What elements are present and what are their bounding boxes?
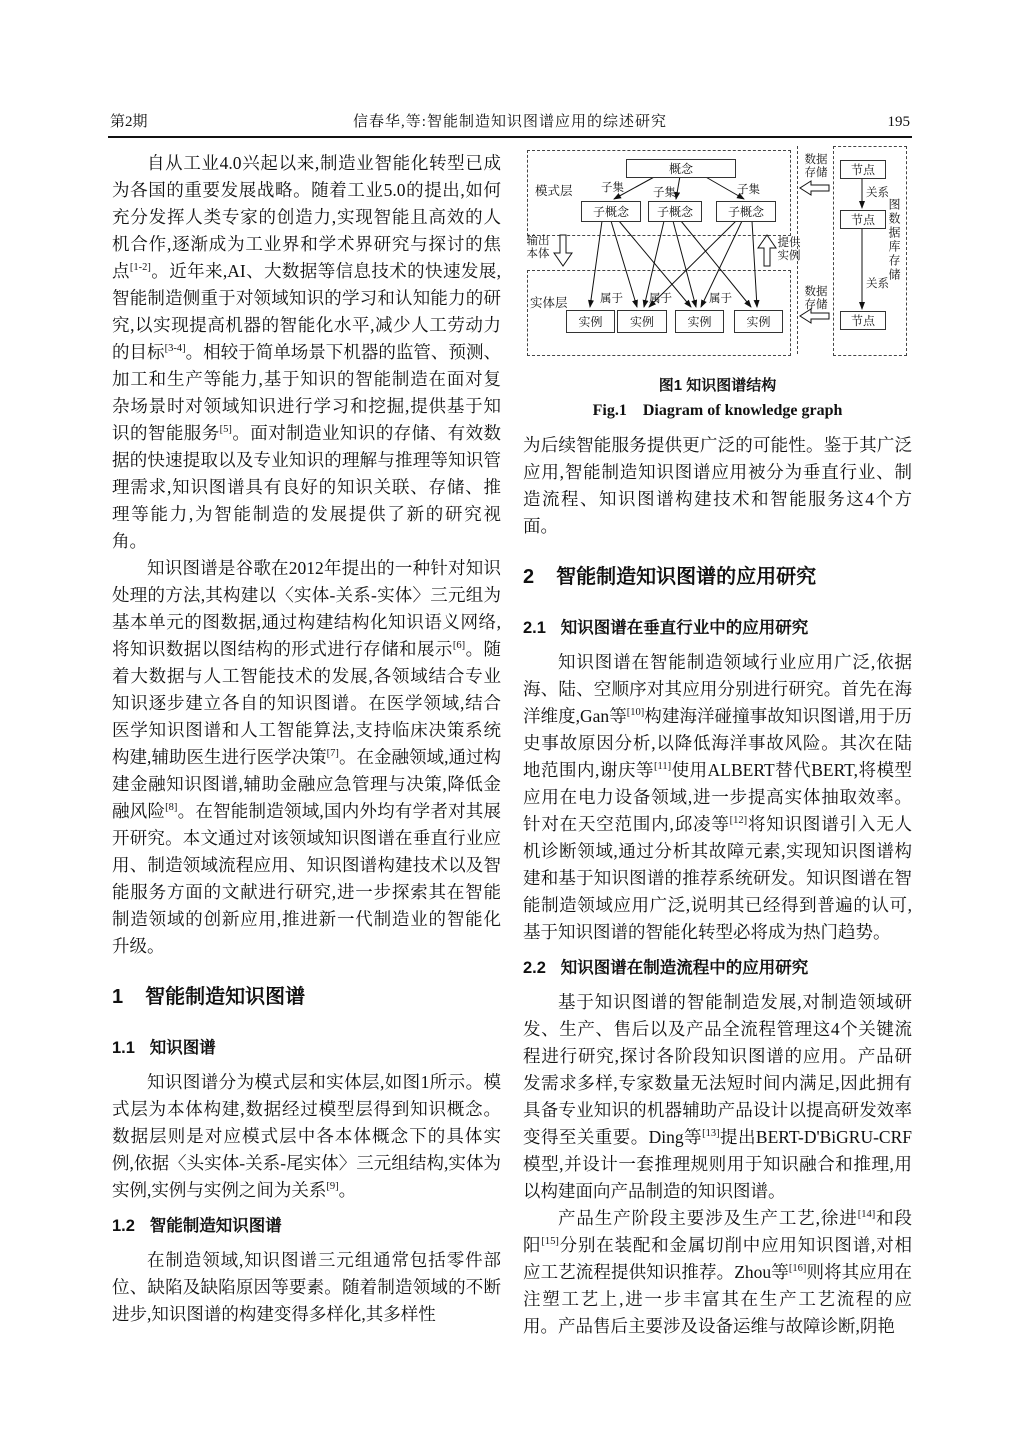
page-number: 195	[887, 114, 910, 130]
belongs-to-label: 属于	[649, 293, 672, 305]
section-number: 1	[112, 986, 124, 1008]
concept-label: 概念	[668, 162, 693, 176]
subconcept-label: 子概念	[727, 205, 764, 219]
node-label: 节点	[850, 163, 875, 177]
section-title: 知识图谱	[149, 1039, 216, 1057]
schema-layer-label: 模式层	[535, 184, 573, 198]
right-column	[523, 150, 912, 1340]
relation-label: 关系	[866, 278, 889, 290]
paragraph-after-figure: 为后续智能服务提供更广泛的可能性。鉴于其广泛应用,智能制造知识图谱应用被分为垂直行业、制造流程、知识图谱构建技术和智能服务这4个方面。	[523, 435, 912, 536]
section-title: 智能制造知识图谱	[145, 986, 306, 1008]
issue-label: 第2期	[110, 114, 148, 130]
section-2-2-heading	[523, 956, 912, 981]
instance-box	[566, 310, 615, 333]
output-ontology-label: 输出本体	[526, 235, 550, 260]
paragraph-intro-2: 知识图谱是谷歌在2012年提出的一种针对知识处理的方法,其构建以〈实体-关系-实体〉三元组为基本单元的图数据,通过构建结构化知识语义网络,将知识数据以图结构的形式进行存储和展示[6]。随着大数据与人工智能技术的发展,各领域结合专业知识逐步建立各自的知识图谱。在医学领域,结合医学知识图谱和人工智能算法,支持临床决策系统构建,辅助医生进行医学决策[7]。在金融领域,通过构建金融知识图谱,辅助金融应急管理与决策,降低金融风险[8]。在智能制造领域,国内外均有学者对其展开研究。本文通过对该领域知识图谱在垂直行业应用、制造领域流程应用、知识图谱构建技术以及智能服务方面的文献进行研究,进一步探索其在智能制造领域的创新应用,推进新一代制造业的智能化升级。	[112, 558, 502, 956]
node-label: 节点	[850, 314, 875, 328]
relation-label: 关系	[866, 187, 889, 199]
section-1-1-heading	[112, 1036, 501, 1061]
subconcept-box	[648, 201, 702, 222]
concept-box	[626, 159, 736, 178]
belongs-to-label: 属于	[709, 293, 732, 305]
instance-label: 实例	[578, 315, 603, 329]
node-label: 节点	[850, 213, 875, 227]
figure-1-caption	[523, 374, 912, 424]
section-2-heading	[523, 562, 912, 592]
data-storage-label: 数据存储	[804, 154, 828, 179]
instance-box	[675, 310, 724, 333]
paragraph-1-2: 在制造领域,知识图谱三元组通常包括零件部位、缺陷及缺陷原因等要素。随着制造领域的不断进步,知识图谱的构建变得多样化,其多样性	[112, 1250, 501, 1324]
data-storage-label: 数据存储	[804, 286, 828, 311]
subconcept-label: 子概念	[592, 205, 629, 219]
running-title: 信春华,等:智能制造知识图谱应用的综述研究	[353, 114, 667, 130]
subconcept-box	[581, 201, 641, 222]
section-number: 1.2	[112, 1217, 135, 1235]
subset-label: 子集	[737, 184, 760, 196]
instance-label: 实例	[746, 315, 771, 329]
entity-layer-label: 实体层	[530, 296, 568, 310]
section-title: 智能制造知识图谱的应用研究	[556, 566, 817, 588]
figure-caption-en: Fig.1 Diagram of knowledge graph	[592, 402, 843, 419]
instance-label: 实例	[629, 315, 654, 329]
section-number: 2	[523, 566, 535, 588]
section-1-heading	[112, 982, 501, 1012]
section-number: 2.1	[523, 619, 546, 637]
section-1-2-heading	[112, 1214, 501, 1239]
instance-box	[734, 310, 783, 333]
node-box	[840, 311, 886, 330]
paragraph-intro-1: 自从工业4.0兴起以来,制造业智能化转型已成为各国的重要发展战略。随着工业5.0的提出,如何充分发挥人类专家的创造力,实现智能且高效的人机合作,逐渐成为工业界和学术界研究与探讨的焦点[1-2]。近年来,AI、大数据等信息技术的快速发展,智能制造侧重于对领域知识的学习和认知能力的研究,以实现提高机器的智能化水平,减少人工劳动力的目标[3-4]。相较于简单场景下机器的监管、预测、加工和生产等能力,基于知识的智能制造在面对复杂场景时对领域知识进行学习和挖掘,提供基于知识的智能服务[5]。面对制造业知识的存储、有效数据的快速提取以及专业知识的理解与推理等知识管理需求,知识图谱具有良好的知识关联、存储、推理等能力,为智能制造的发展提供了新的研究视角。	[112, 153, 502, 551]
left-column	[112, 150, 501, 1340]
provide-instance-label: 提供实例	[777, 237, 801, 262]
figure-caption-zh: 图1 知识图谱结构	[658, 377, 777, 394]
belongs-to-label: 属于	[600, 293, 623, 305]
section-title: 智能制造知识图谱	[149, 1217, 282, 1235]
subset-label: 子集	[601, 182, 624, 194]
section-title: 知识图谱在制造流程中的应用研究	[560, 959, 809, 977]
graph-db-storage-label: 图数据库存储	[887, 198, 901, 282]
node-box	[840, 210, 886, 229]
subconcept-label: 子概念	[656, 205, 693, 219]
section-number: 1.1	[112, 1039, 135, 1057]
paragraph-2-1: 知识图谱在智能制造领域行业应用广泛,依据海、陆、空顺序对其应用分别进行研究。首先在海洋维度,Gan等[10]构建海洋碰撞事故知识图谱,用于历史事故原因分析,以降低海洋事故风险。其次在陆地范围内,谢庆等[11]使用ALBERT替代BERT,将模型应用在电力设备领域,进一步提高实体抽取效率。针对在天空范围内,邱凌等[12]将知识图谱引入无人机诊断领域,通过分析其故障元素,实现知识图谱构建和基于知识图谱的推荐系统研发。知识图谱在智能制造领域应用广泛,说明其已经得到普遍的认可,基于知识图谱的智能化转型必将成为热门趋势。	[523, 652, 913, 942]
paragraph-1-1: 知识图谱分为模式层和实体层,如图1所示。模式层为本体构建,数据经过模型层得到知识概念。数据层则是对应模式层中各本体概念下的具体实例,依据〈头实体-关系-尾实体〉三元组结构,实体为实例,实例与实例之间为关系[9]。	[112, 1072, 501, 1200]
node-box	[840, 160, 886, 179]
section-number: 2.2	[523, 959, 546, 977]
instance-box	[617, 310, 667, 333]
subconcept-box	[716, 201, 776, 222]
instance-label: 实例	[687, 315, 712, 329]
section-2-1-heading	[523, 616, 912, 641]
paragraph-2-2-a: 基于知识图谱的智能制造发展,对制造领域研发、生产、售后以及产品全流程管理这4个关键流程进行研究,探讨各阶段知识图谱的应用。产品研发需求多样,专家数量无法短时间内满足,因此拥有具备专业知识的机器辅助产品设计以提高研发效率变得至关重要。Ding等[13]提出BERT-D'BiGRU-CRF模型,并设计一套推理规则用于知识融合和推理,用以构建面向产品制造的知识图谱。	[523, 992, 913, 1201]
section-title: 知识图谱在垂直行业中的应用研究	[560, 619, 809, 637]
figure-1-knowledge-graph-diagram	[523, 138, 921, 368]
page-header	[110, 110, 910, 131]
subset-label: 子集	[653, 187, 676, 199]
two-column-layout	[112, 150, 912, 1340]
paragraph-2-2-b: 产品生产阶段主要涉及生产工艺,徐进[14]和段阳[15]分别在装配和金属切削中应用知识图谱,对相应工艺流程提供知识推荐。Zhou等[16]则将其应用在注塑工艺上,进一步丰富其在生产工艺流程的应用。产品售后主要涉及设备运维与故障诊断,阴艳	[523, 1208, 913, 1336]
